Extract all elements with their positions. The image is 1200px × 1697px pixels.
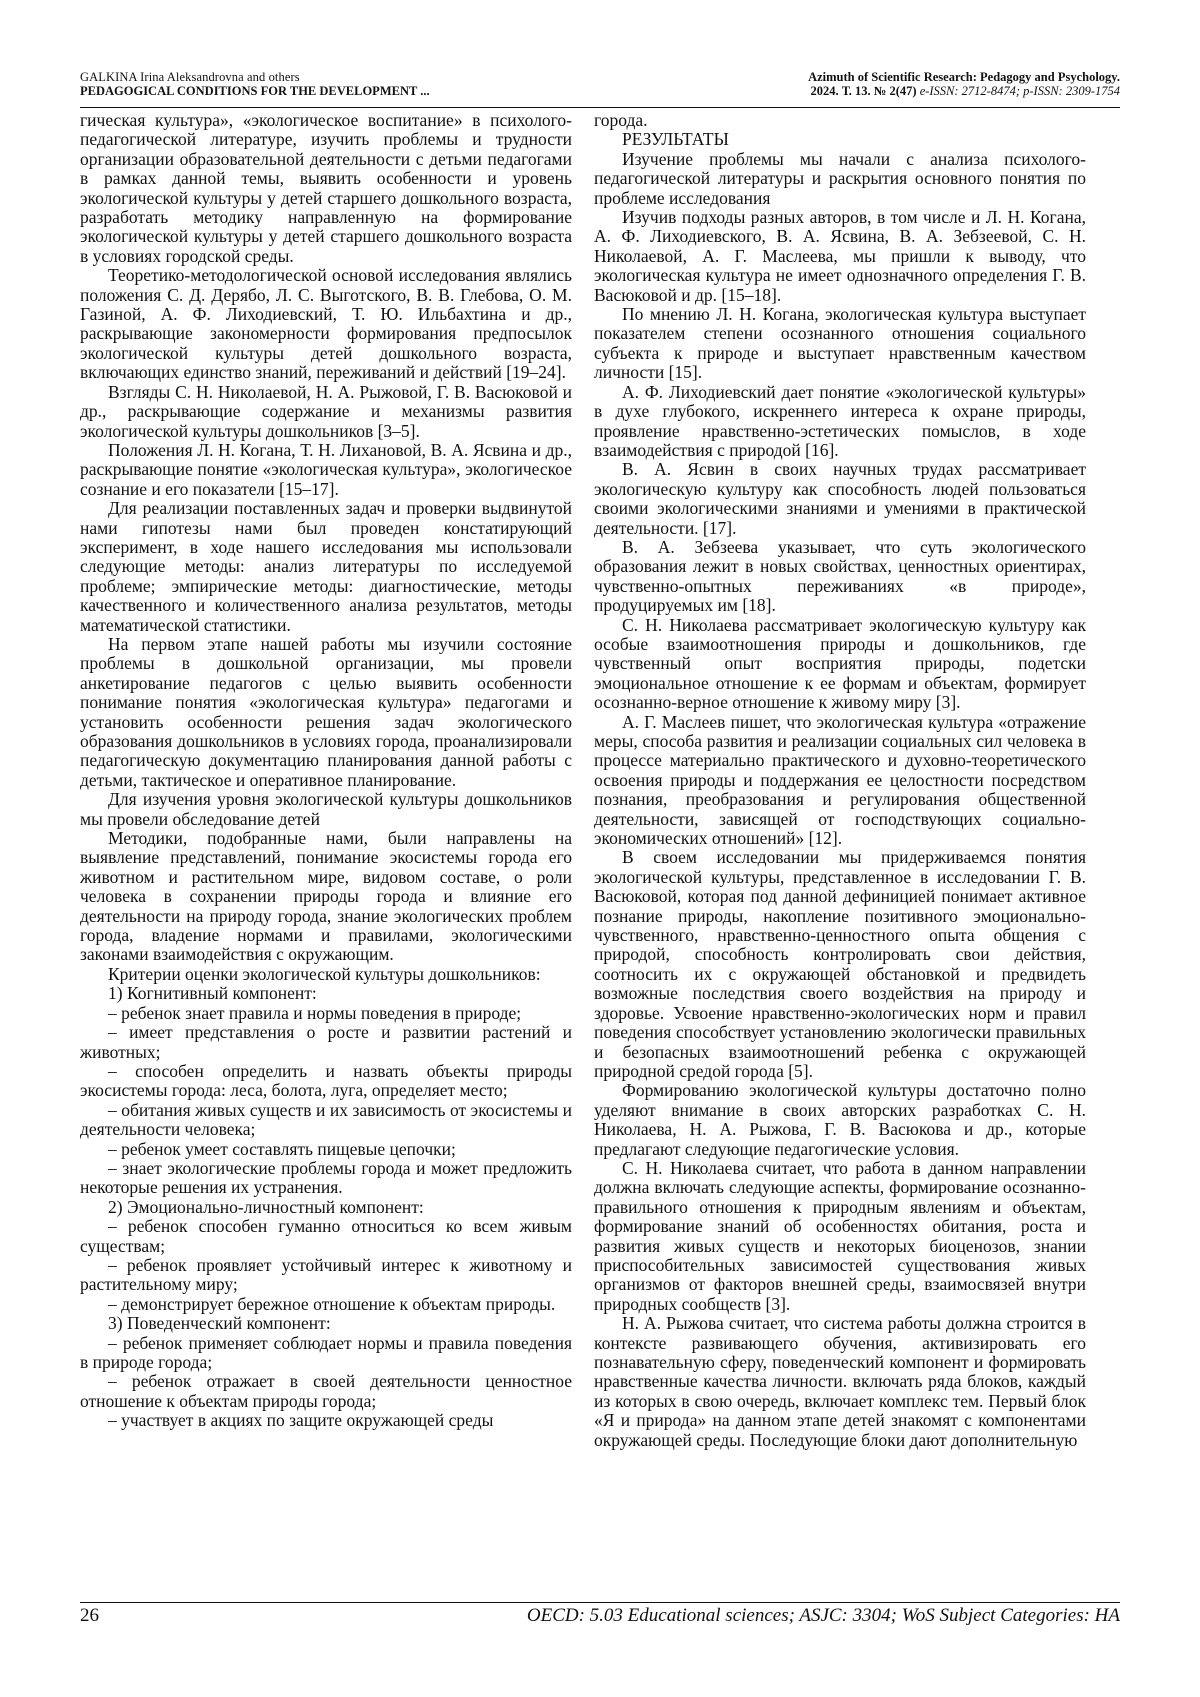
right-text-column — [594, 111, 1086, 1600]
subject-classification: OECD: 5.03 Educational sciences; ASJC: 3304; WoS Subject Categories: HA — [526, 1605, 1120, 1626]
header-left — [80, 70, 430, 98]
header-journal: Azimuth of Scientific Research: Pedagogy and Psychology. — [808, 70, 1120, 84]
running-header — [80, 70, 1120, 106]
paragraph: Формированию экологической культуры достаточно полно уделяют внимание в своих авторских разработках С. Н. Николаева, Н. А. Рыжова, Г. В. Васюкова и др., которые предлагают следующие педагогические условия. — [594, 1080, 1086, 1159]
header-article-title: PEDAGOGICAL CONDITIONS FOR THE DEVELOPMENT ... — [80, 84, 430, 98]
paragraph: Н. А. Рыжова считает, что система работы должна строится в контексте развивающего обучения, активизировать его познавательную сферу, поведенческий компонент и формировать нравственные качества личности. включать ряда блоков, каждый из которых в свою очередь, включает комплекс тем. Первый блок «Я и природа» на данном этапе детей знакомят с компонентами окружающей среды. Последующие блоки дают дополнительную — [594, 1313, 1086, 1450]
footer-divider — [80, 1602, 1120, 1603]
paragraph: – имеет представления о росте и развитии растений и животных; — [80, 1022, 572, 1062]
paragraph: А. Ф. Лиходиевский дает понятие «экологической культуры» в духе глубокого, искреннего интереса к охране природы, проявление нравственно-эстетических помыслов, в ходе взаимодействия с природой [16]. — [594, 381, 1086, 460]
paragraph: РЕЗУЛЬТАТЫ — [622, 129, 729, 150]
paragraph: В своем исследовании мы придерживаемся понятия экологической культуры, представленное в исследовании Г. В. Васюковой, которая под данной дефиницией понимает активное познание природы, накопление позитивного эмоционально-чувственного, нравственно-ценностного опыта общения с природой, способность контролировать свои действия, соотносить их с окружающей обстановкой и предвидеть возможные последствия своего воздействия на природу и здоровье. Усвоение нравственно-экологических норм и правил поведения способствует установлению экологически правильных и безопасных взаимоотношений ребенка с окружающей природной средой города [5]. — [594, 847, 1086, 1081]
paragraph: Для реализации поставленных задач и проверки выдвинутой нами гипотезы нами был проведен констатирующий эксперимент, в ходе нашего исследования мы использовали следующие методы: анализ литературы по исследуемой проблеме; эмпирические методы: диагностические, методы качественного и количественного анализа результатов, методы математической статистики. — [80, 498, 572, 635]
paragraph: Методики, подобранные нами, были направлены на выявление представлений, понимание экосистемы города его животном и растительном мире, видовом составе, о роли человека в сохранении природы города и влияние его деятельности на природу города, знание экологических проблем города, владение нормами и правилами, экологическими законами взаимодействия с окружающим. — [80, 828, 572, 965]
header-right — [808, 70, 1120, 98]
paragraph: – способен определить и назвать объекты природы экосистемы города: леса, болота, луга, определяет место; — [80, 1060, 572, 1101]
header-issue: 2024. Т. 13. № 2(47) — [810, 84, 917, 98]
paragraph: В. А. Ясвин в своих научных трудах рассматривает экологическую культуру как способность людей пользоваться своими экологическими знаниями и умениями в практической деятельности. [17]. — [594, 459, 1086, 538]
paragraph: – ребенок проявляет устойчивый интерес к животному и растительному миру; — [80, 1254, 572, 1295]
paragraph: – участвует в акциях по защите окружающей среды — [108, 1410, 494, 1431]
paragraph: Изучив подходы разных авторов, в том числе и Л. Н. Когана, А. Ф. Лиходиевского, В. А. Ясвина, В. А. Зебзеевой, С. Н. Николаевой, А. Г. Маслеева, мы пришли к выводу, что экологическая культура не имеет однозначного определения Г. В. Васюковой и др. [15–18]. — [594, 207, 1086, 305]
paragraph: 2) Эмоционально-личностный компонент: — [108, 1196, 424, 1217]
paragraph: Критерии оценки экологической культуры дошкольников: — [108, 963, 541, 984]
paragraph: Теоретико-методологической основой исследования являлись положения С. Д. Дерябо, Л. С. Выготского, В. В. Глебова, О. М. Газиной, А. Ф. Лиходиевский, Т. Ю. Ильбахтина и др., раскрывающие закономерности формирования предпосылок экологической культуры детей дошкольного возраста, включающих единство знаний, переживаний и действий [19–24]. — [80, 265, 572, 383]
header-issn: e-ISSN: 2712-8474; p-ISSN: 2309-1754 — [919, 84, 1120, 98]
paragraph: – ребенок способен гуманно относиться ко всем живым существам; — [80, 1216, 572, 1256]
paragraph: – демонстрирует бережное отношение к объектам природы. — [108, 1293, 556, 1314]
paragraph: 3) Поведенческий компонент: — [108, 1313, 331, 1334]
paragraph: А. Г. Маслеев пишет, что экологическая культура «отражение меры, способа развития и реализации социальных сил человека в процессе материально практического и духовно-теоретического освоения природы и поддержания ее целостности посредством познания, преобразования и регулирования общественной деятельности, зависящей от господствующих социально-экономических отношений» [12]. — [594, 711, 1086, 849]
paragraph: Для изучения уровня экологической культуры дошкольников мы провели обследование детей — [80, 789, 572, 829]
paragraph: – обитания живых существ и их зависимость от экосистемы и деятельности человека; — [80, 1099, 572, 1140]
paragraph: – ребенок умеет составлять пищевые цепочки; — [108, 1138, 456, 1159]
header-author: GALKINA Irina Aleksandrovna and others — [80, 70, 300, 84]
paragraph: По мнению Л. Н. Когана, экологическая культура выступает показателем степени осознанного отношения социального субъекта к природе и выступает нравственным качеством личности [15]. — [594, 304, 1086, 383]
paragraph: С. Н. Николаева рассматривает экологическую культуру как особые взаимоотношения природы и дошкольников, где чувственный опыт восприятия природы, подетски эмоциональное отношение к ее формам и объектам, формирует осознанно-верное отношение к живому миру [3]. — [594, 614, 1086, 713]
left-text-column — [80, 111, 572, 1600]
page-number: 26 — [80, 1605, 99, 1626]
paragraph: – знает экологические проблемы города и может предложить некоторые решения их устранения. — [80, 1157, 572, 1198]
header-divider — [80, 107, 1120, 108]
paragraph: – ребенок знает правила и нормы поведения в природе; — [108, 1002, 522, 1023]
paragraph: С. Н. Николаева считает, что работа в данном направлении должна включать следующие аспекты, формирование осознанно-правильного отношения к природным явлениям и объектам, формирование знаний об особенностях обитания, роста и развития живых существ и некоторых биоценозов, знании приспособительных зависимостей существования живых организмов от факторов внешней среды, взаимосвязей внутри природных сообществ [3]. — [594, 1157, 1086, 1314]
paragraph: Положения Л. Н. Когана, Т. Н. Лихановой, В. А. Ясвина и др., раскрывающие понятие «экологическая культура», экологическое сознание и его показатели [15–17]. — [80, 439, 572, 499]
paragraph: Изучение проблемы мы начали с анализа психолого-педагогической литературы и раскрытия основного понятия по проблеме исследования — [594, 148, 1086, 208]
paragraph: На первом этапе нашей работы мы изучили состояние проблемы в дошкольной организации, мы провели анкетирование педагогов с целью выявить особенности понимание понятия «экологическая культура» педагогами и установить особенности решения задач экологического образования дошкольников в условиях города, проанализировали педагогическую документацию планирования данной работы с детьми, тактическое и оперативное планирование. — [80, 633, 572, 790]
paragraph: – ребенок применяет соблюдает нормы и правила поведения в природе города; — [80, 1332, 572, 1372]
paragraph: – ребенок отражает в своей деятельности ценностное отношение к объектам природы города; — [80, 1371, 572, 1411]
page-footer — [80, 1604, 1120, 1630]
paragraph: 1) Когнитивный компонент: — [108, 983, 317, 1004]
paragraph: Взгляды С. Н. Николаевой, Н. А. Рыжовой, Г. В. Васюковой и др., раскрывающие содержание и механизмы развития экологической культуры дошкольников [3–5]. — [80, 381, 572, 441]
paragraph: города. — [594, 111, 648, 130]
paragraph: В. А. Зебзеева указывает, что суть экологического образования лежит в новых свойствах, ценностных ориентирах, чувственно-опытных переживаниях «в природе», продуцируемых им [18]. — [594, 536, 1086, 616]
paragraph: гическая культура», «экологическое воспитание» в психолого-педагогической литературе, изучить проблемы и трудности организации образовательной деятельности с детьми педагогами в рамках данной темы, выявить особенности и уровень экологической культуры у детей старшего дошкольного возраста, разработать методику направленную на формирование экологической культуры у детей старшего дошкольного возраста в условиях городской среды. — [80, 111, 572, 266]
